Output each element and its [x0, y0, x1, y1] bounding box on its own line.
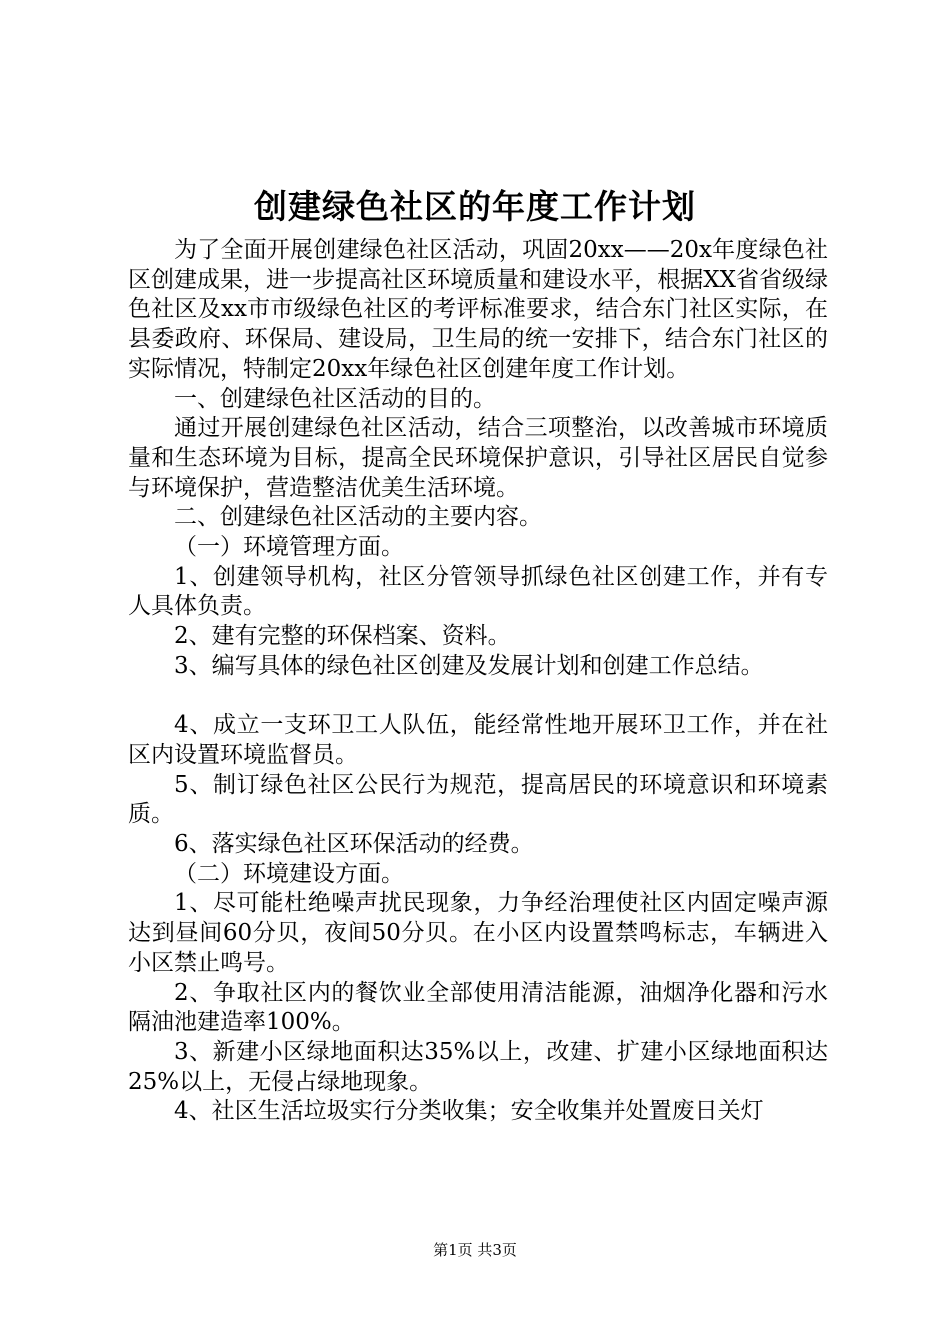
- list-item: 1、创建领导机构，社区分管领导抓绿色社区创建工作，并有专人具体负责。: [128, 563, 828, 620]
- list-item: 6、落实绿色社区环保活动的经费。: [174, 831, 534, 858]
- list-item: 4、社区生活垃圾实行分类收集；安全收集并处置废日关灯: [174, 1098, 764, 1125]
- heading-subsection-2: （二）环境建设方面。: [174, 860, 404, 887]
- paragraph-purpose: 通过开展创建绿色社区活动，结合三项整治，以改善城市环境质量和生态环境为目标，提高全民环境保护意识，引导社区居民自觉参与环境保护，营造整洁优美生活环境。: [128, 415, 828, 501]
- page-number-footer: 第1页 共3页: [433, 1241, 517, 1259]
- heading-subsection-1: （一）环境管理方面。: [174, 534, 404, 561]
- document-body: [128, 236, 828, 1127]
- list-item: 2、建有完整的环保档案、资料。: [174, 623, 511, 650]
- list-item: 3、新建小区绿地面积达35%以上，改建、扩建小区绿地面积达25%以上，无侵占绿地现象。: [128, 1038, 828, 1095]
- list-item: 4、成立一支环卫工人队伍，能经常性地开展环卫工作，并在社区内设置环境监督员。: [128, 712, 828, 768]
- list-item: 1、尽可能杜绝噪声扰民现象，力争经治理使社区内固定噪声源达到昼间60分贝，夜间50分贝。在小区内设置禁鸣标志，车辆进入小区禁止鸣号。: [128, 890, 828, 976]
- heading-section-2: 二、创建绿色社区活动的主要内容。: [174, 504, 542, 531]
- heading-section-1: 一、创建绿色社区活动的目的。: [174, 385, 496, 412]
- list-item: 3、编写具体的绿色社区创建及发展计划和创建工作总结。: [174, 652, 764, 679]
- list-item: 5、制订绿色社区公民行为规范，提高居民的环境意识和环境素质。: [128, 771, 828, 828]
- document-title: 创建绿色社区的年度工作计划: [254, 187, 696, 226]
- list-item: 2、争取社区内的餐饮业全部使用清洁能源，油烟净化器和污水隔油池建造率100%。: [128, 979, 828, 1036]
- paragraph-intro: 为了全面开展创建绿色社区活动，巩固20xx——20x年度绿色社区创建成果，进一步提高社区环境质量和建设水平，根据XX省省级绿色社区及xx市市级绿色社区的考评标准要求，结合东门社区实际，在县委政府、环保局、建设局，卫生局的统一安排下，结合东门社区的实际情况，特制定20xx年绿色社区创建年度工作计划。: [128, 237, 828, 382]
